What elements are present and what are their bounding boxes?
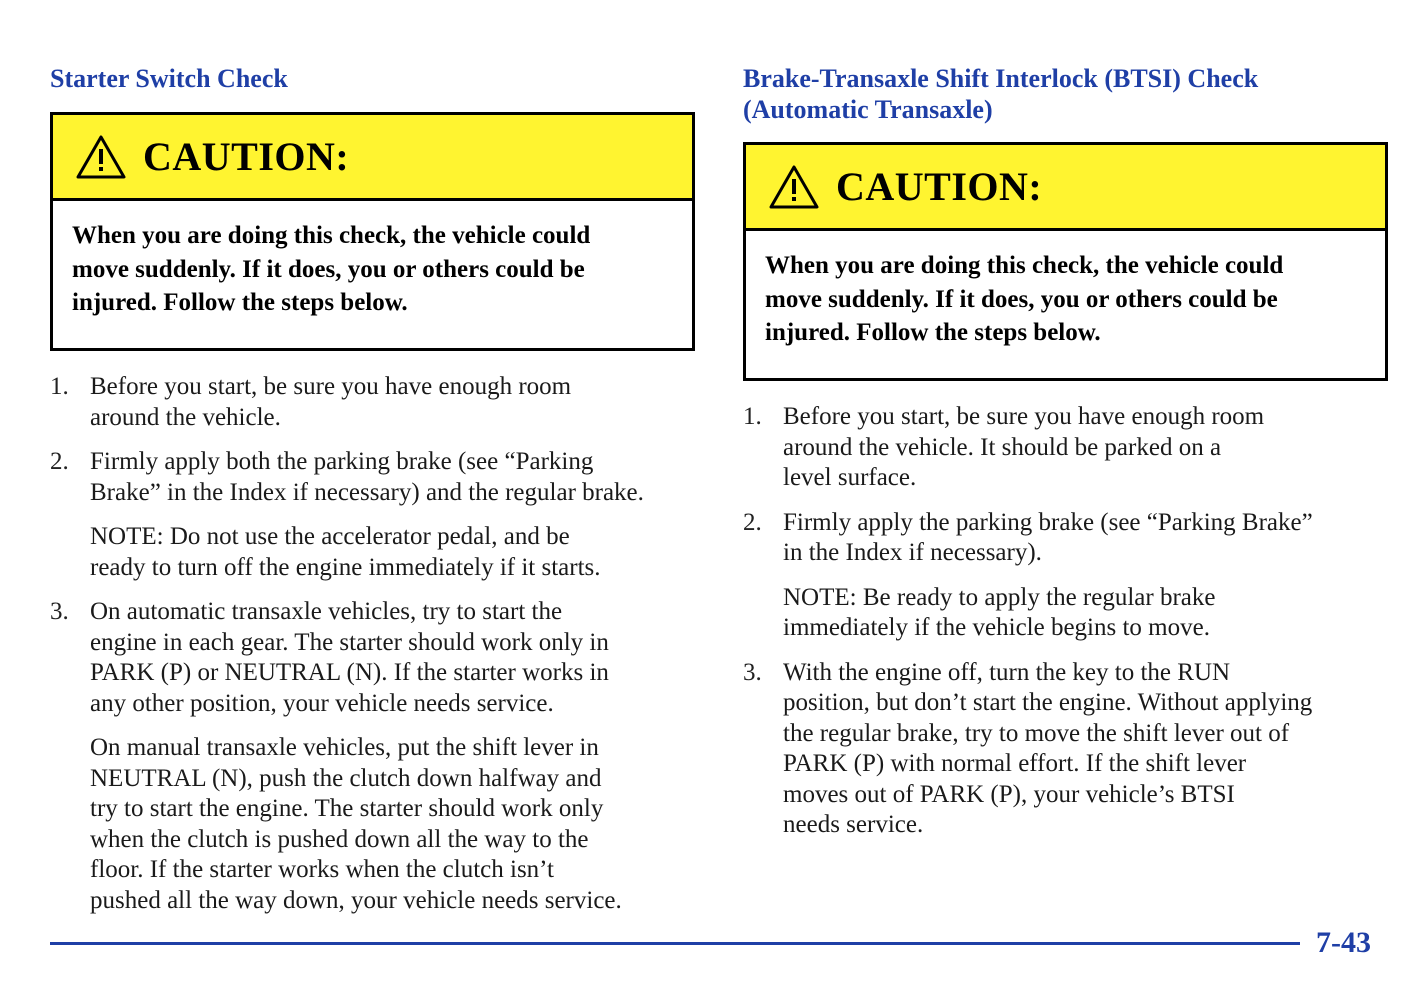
text-line: PARK (P) or NEUTRAL (N). If the starter works in [90, 659, 609, 686]
text-line: With the engine off, turn the key to the RUN [783, 658, 1231, 686]
text-line: NEUTRAL (N), push the clutch down halfway and [90, 764, 602, 792]
caution-box [743, 142, 1388, 381]
step-item [50, 447, 700, 583]
step-paragraph [90, 597, 700, 719]
text-line: Brake” in the Index if necessary) and the regular brake. [90, 478, 644, 506]
section-title-starter-switch-check [50, 63, 288, 94]
text-line: try to start the engine. The starter should work only [90, 795, 604, 822]
step-item [743, 508, 1393, 644]
warning-triangle-icon [768, 164, 820, 210]
text-line: engine in each gear. The starter should work only in [90, 628, 609, 656]
text-line: floor. If the starter works when the clutch isn’t [90, 856, 555, 883]
text-line: around the vehicle. [90, 403, 281, 431]
text-line: NOTE: Do not use the accelerator pedal, and be [90, 523, 570, 550]
text-line: On manual transaxle vehicles, put the shift lever in [90, 734, 599, 761]
title-line: (Automatic Transaxle) [743, 95, 993, 124]
title-line: Starter Switch Check [50, 64, 288, 93]
note-paragraph [783, 583, 1393, 644]
step-number: 3. [50, 598, 69, 625]
title-line: Brake-Transaxle Shift Interlock (BTSI) Check [743, 64, 1259, 93]
step-number: 3. [743, 658, 762, 686]
caution-line: When you are doing this check, the vehicle could [765, 252, 1284, 279]
text-line: around the vehicle. It should be parked on a [783, 433, 1222, 461]
note-paragraph [90, 522, 700, 583]
text-line: moves out of PARK (P), your vehicle’s BTSI [783, 780, 1235, 808]
section-title-btsi-check [743, 63, 1258, 125]
steps-list [50, 372, 700, 916]
step-paragraph [783, 402, 1393, 494]
caution-line: move suddenly. If it does, you or others could be [72, 255, 585, 283]
step-number: 1. [743, 403, 762, 430]
text-line: ready to turn off the engine immediately if it starts. [90, 553, 601, 581]
text-line: pushed all the way down, your vehicle needs service. [90, 886, 622, 914]
text-line: Firmly apply the parking brake (see “Parking Brake” [783, 508, 1313, 536]
caution-line: When you are doing this check, the vehicle could [72, 222, 591, 249]
step-paragraph [90, 447, 700, 508]
text-line: On automatic transaxle vehicles, try to start the [90, 598, 563, 625]
text-line: Before you start, be sure you have enough room [783, 403, 1265, 430]
step-paragraph [90, 372, 700, 433]
caution-line: injured. Follow the steps below. [765, 319, 1101, 346]
text-line: any other position, your vehicle needs service. [90, 689, 554, 717]
step-item [743, 658, 1393, 841]
step-item [743, 402, 1393, 494]
caution-text [746, 231, 1385, 350]
page-number: 7-43 [1316, 926, 1371, 959]
step-number: 2. [743, 508, 762, 536]
step-item [50, 597, 700, 916]
caution-header [746, 145, 1385, 231]
caution-title: CAUTION: [143, 134, 350, 179]
step-paragraph [783, 658, 1393, 841]
text-line: Firmly apply both the parking brake (see “Parking [90, 448, 594, 475]
step-paragraph [783, 508, 1393, 569]
text-line: Before you start, be sure you have enough room [90, 373, 572, 400]
text-line: when the clutch is pushed down all the way to the [90, 825, 589, 853]
text-line: position, but don’t start the engine. Without applying [783, 689, 1313, 716]
caution-text [53, 201, 692, 320]
text-line: level surface. [783, 464, 917, 491]
text-line: PARK (P) with normal effort. If the shift lever [783, 750, 1247, 777]
text-line: NOTE: Be ready to apply the regular brake [783, 583, 1216, 611]
step-paragraph [90, 733, 700, 916]
caution-line: injured. Follow the steps below. [72, 289, 408, 316]
caution-box [50, 112, 695, 351]
text-line: needs service. [783, 811, 924, 838]
step-number: 2. [50, 448, 69, 475]
caution-title: CAUTION: [836, 164, 1043, 209]
text-line: the regular brake, try to move the shift lever out of [783, 719, 1290, 747]
text-line: in the Index if necessary). [783, 539, 1042, 566]
steps-list [743, 402, 1393, 841]
warning-triangle-icon [75, 134, 127, 180]
footer-rule [50, 942, 1300, 945]
step-number: 1. [50, 373, 69, 400]
caution-header [53, 115, 692, 201]
text-line: immediately if the vehicle begins to move. [783, 614, 1210, 641]
step-item [50, 372, 700, 433]
caution-line: move suddenly. If it does, you or others could be [765, 285, 1278, 313]
